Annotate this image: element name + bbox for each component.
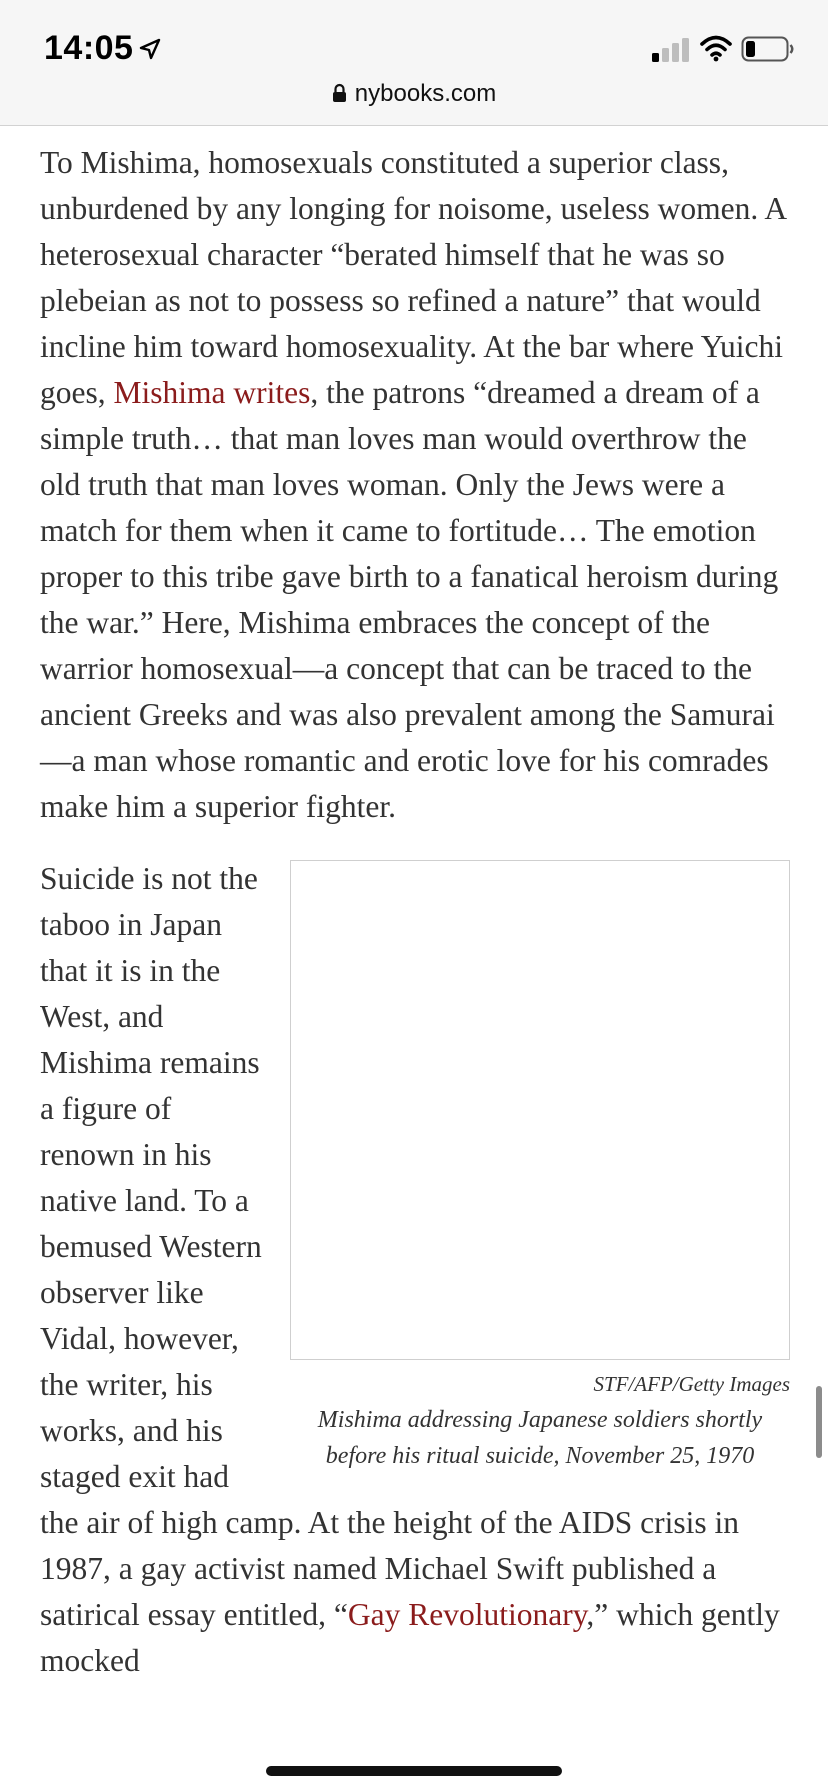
link-mishima-writes[interactable]: Mishima writes — [113, 375, 311, 410]
cellular-signal-icon — [652, 38, 690, 62]
link-gay-revolutionary[interactable]: Gay Revolutionary — [347, 1597, 587, 1632]
address-bar-domain: nybooks.com — [354, 80, 497, 107]
paragraph-text: ,” which gently mocked — [40, 1597, 780, 1678]
scrollbar-thumb[interactable] — [816, 1386, 822, 1458]
paragraph-text: , the patrons “dreamed a dream of a simple truth… that man loves man would overthrow the old truth that man loves woman. Only the Jews were a match for them when it came to fortitude… The emotion proper to this tribe gave birth to a fanatical heroism during the war.” Here, Mishima embraces the concept of the warrior homosexual—a concept that can be traced to the ancient Greeks and was also prevalent among the Samurai—a man whose romantic and erotic love for his comrades make him a superior fighter. — [40, 375, 779, 824]
wifi-icon — [700, 34, 732, 62]
browser-top-bar — [0, 0, 828, 126]
battery-icon — [741, 36, 795, 62]
paragraph-text: Suicide is not the taboo in Japan that it is in the West, and Mishima remains a figure of renown in his native land. To a bemused Western observer like Vidal, however, the writer, his works, and his staged exit had the air of high camp. At the height of the AIDS crisis in 1987, a gay activist named Michael Swift published a satirical essay entitled, “ — [40, 861, 739, 1632]
paragraph-text: To Mishima, homosexuals constituted a superior class, unburdened by any longing for noisome, useless women. A heterosexual character “berated himself that he was so plebeian as not to possess so refined a nature” that would incline him toward homosexuality. At the bar where Yuichi goes, — [40, 145, 786, 410]
figure-credit: STF/AFP/Getty Images — [593, 1372, 790, 1396]
article-paragraph — [40, 140, 790, 830]
figure-caption: Mishima addressing Japanese soldiers shortly before his ritual suicide, November 25, 1970 — [317, 1407, 763, 1469]
address-bar[interactable] — [0, 80, 828, 108]
lock-icon — [332, 83, 347, 103]
status-time: 14:05 — [44, 29, 134, 67]
location-arrow-icon — [138, 37, 162, 61]
home-indicator[interactable] — [266, 1766, 562, 1776]
article-figure — [290, 860, 790, 1474]
figure-image-placeholder — [290, 860, 790, 1360]
article-body — [40, 140, 790, 1684]
